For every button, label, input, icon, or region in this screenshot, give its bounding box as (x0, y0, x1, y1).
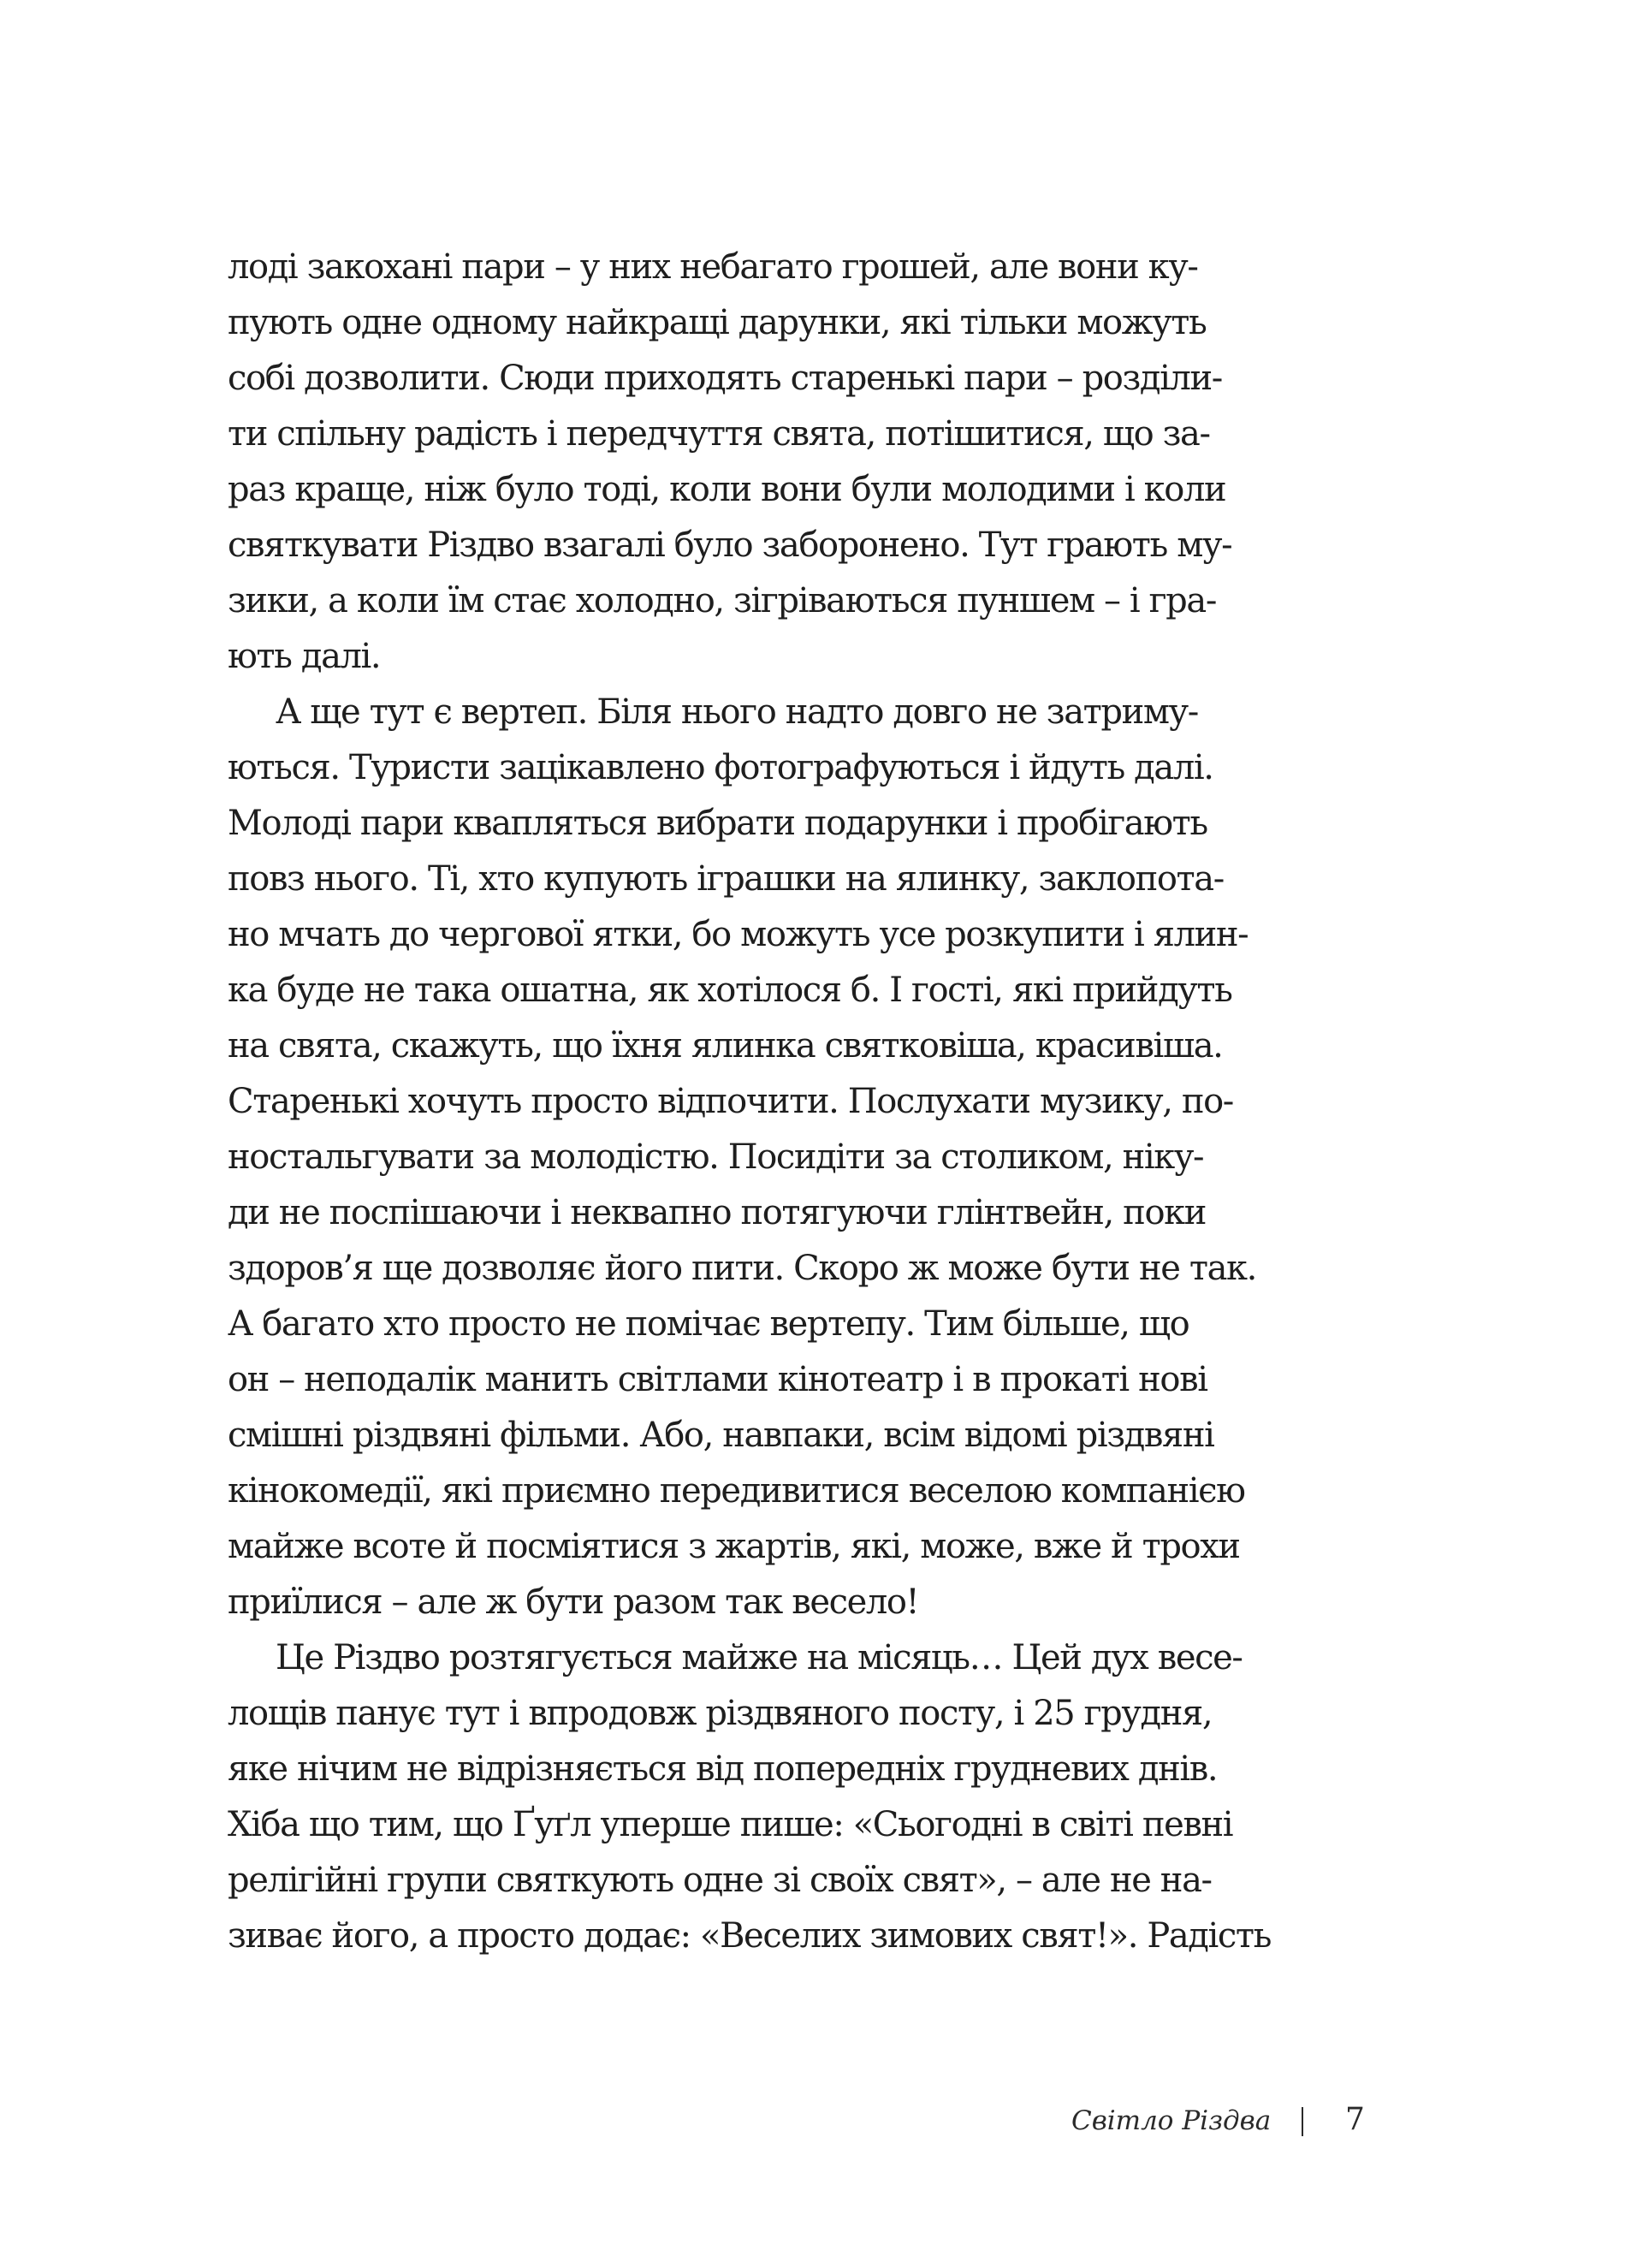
text-line: зиває його, а просто додає: «Веселих зимових свят!». Радість (228, 1916, 1272, 1956)
text-line: смішні різдвяні фільми. Або, навпаки, всім відомі різдвяні (228, 1416, 1214, 1455)
text-line: кінокомедії, які приємно передивитися веселою компанією (228, 1471, 1245, 1511)
text-line: святкувати Різдво взагалі було заборонено. Тут грають му- (228, 525, 1232, 565)
text-line: ди не поспішаючи і неквапно потягуючи глінтвейн, поки (228, 1193, 1206, 1232)
text-line: яке нічим не відрізняється від попередніх грудневих днів. (228, 1749, 1218, 1789)
text-line: Це Різдво розтягується майже на місяць… Цей дух весе- (276, 1638, 1243, 1677)
text-line: Молоді пари кваплятьcя вибрати подарунки і пробігають (228, 804, 1207, 843)
text-line: лощів панує тут і впродовж різдвяного посту, і 25 грудня, (228, 1694, 1213, 1733)
text-line: А багато хто просто не помічає вертепу. Тим більше, що (228, 1304, 1189, 1344)
page-footer (1027, 2099, 1369, 2150)
text-line: ностальгувати за молодістю. Посидіти за столиком, ніку- (228, 1137, 1204, 1177)
text-line: но мчать до чергової ятки, бо можуть усе розкупити і ялин- (228, 915, 1249, 954)
text-line: релігійні групи святкують одне зі своїх свят», – але не на- (228, 1861, 1212, 1900)
text-line: собі дозволити. Сюди приходять старенькі пари – розділи- (228, 359, 1222, 398)
text-line: пують одне одному найкращі дарунки, які тільки можуть (228, 303, 1207, 342)
paragraph-1 (228, 240, 1302, 685)
text-line: раз краще, ніж було тоді, коли вони були молодими і коли (228, 470, 1226, 509)
paragraph-2 (228, 685, 1302, 1630)
page-number: 7 (1345, 2102, 1365, 2137)
text-line: Хіба що тим, що Ґуґл уперше пише: «Сьогодні в світі певні (228, 1805, 1233, 1844)
text-line: на свята, скажуть, що їхня ялинка святковіша, красивіша. (228, 1026, 1223, 1066)
text-line: приїлися – але ж бути разом так весело! (228, 1582, 919, 1622)
text-line: ка буде не така ошатна, як хотілося б. І гості, які прийдуть (228, 971, 1232, 1010)
body-text (228, 240, 1302, 1964)
footer-separator (1302, 2107, 1303, 2136)
text-line: Старенькі хочуть просто відпочити. Послухати музику, по- (228, 1082, 1233, 1121)
text-line: здоров’я ще дозволяє його пити. Скоро ж може бути не так. (228, 1249, 1256, 1288)
text-line: ються. Туристи зацікавлено фотографуються і йдуть далі. (228, 748, 1213, 787)
running-title: Світло Різдва (1071, 2105, 1272, 2136)
text-line: ти спільну радість і передчуття свята, потішитися, що за- (228, 414, 1210, 454)
text-line: повз нього. Ті, хто купують іграшки на ялинку, заклопота- (228, 859, 1224, 899)
paragraph-3 (228, 1630, 1302, 1964)
text-line: ють далі. (228, 637, 381, 676)
text-line: он – неподалік манить світлами кінотеатр і в прокаті нові (228, 1360, 1207, 1399)
text-line: зики, а коли їм стає холодно, зігріваються пуншем – і гра- (228, 581, 1216, 620)
text-line: А ще тут є вертеп. Біля нього надто довго не затриму- (276, 692, 1198, 732)
text-line: лоді закохані пари – у них небагато грошей, але вони ку- (228, 247, 1198, 287)
text-line: майже всоте й посміятися з жартів, які, може, вже й трохи (228, 1527, 1240, 1566)
